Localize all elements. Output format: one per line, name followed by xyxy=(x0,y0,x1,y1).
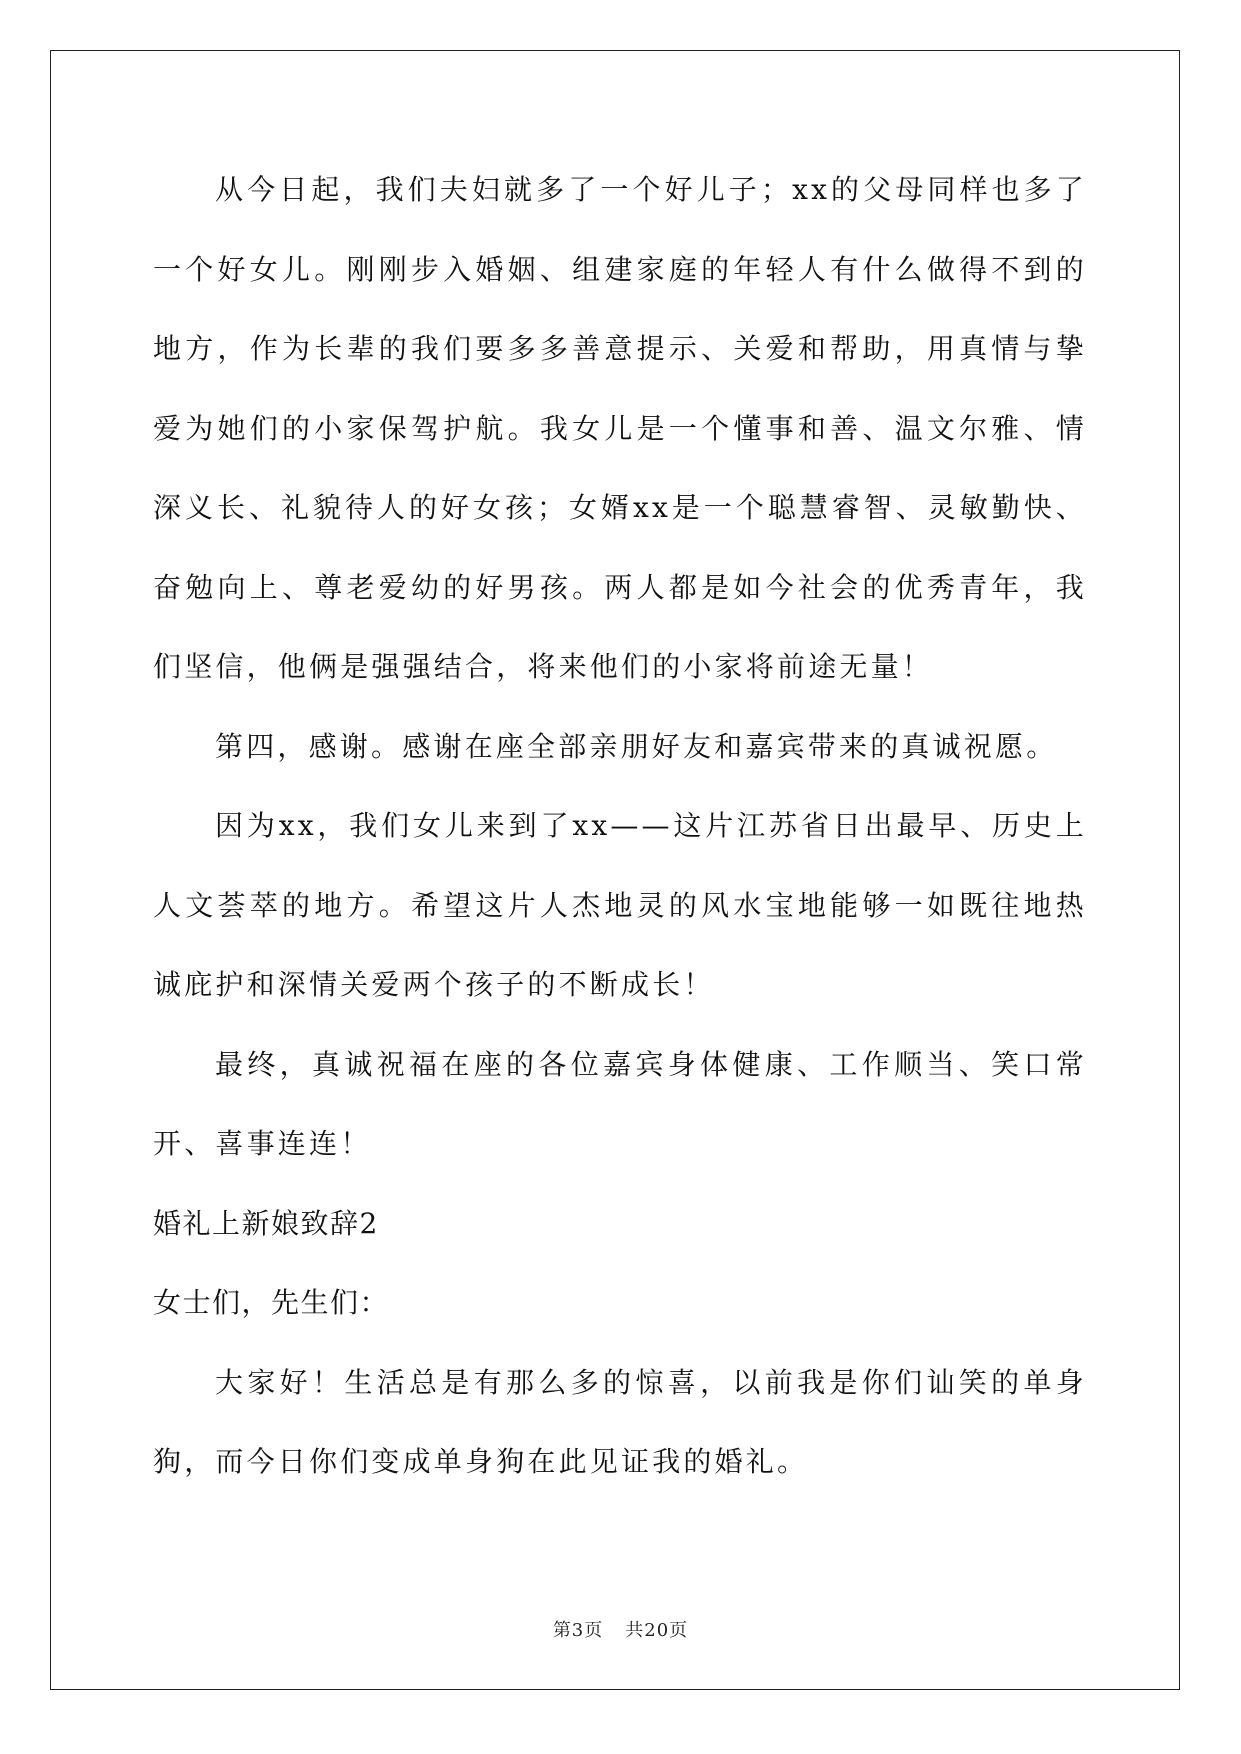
document-body xyxy=(153,150,1087,1502)
page-number: 第3页 xyxy=(552,1620,604,1641)
paragraph-hometown: 因为xx，我们女儿来到了xx——这片江苏省日出最早、历史上人文荟萃的地方。希望这片人杰地灵的风水宝地能够一如既往地热诚庇护和深情关爱两个孩子的不断成长！ xyxy=(153,809,1087,1001)
section-title: 婚礼上新娘致辞2 xyxy=(153,1206,379,1240)
paragraph-bride-opening: 大家好！生活总是有那么多的惊喜，以前我是你们讪笑的单身狗，而今日你们变成单身狗在此见证我的婚礼。 xyxy=(153,1365,1087,1478)
paragraph-blessing: 最终，真诚祝福在座的各位嘉宾身体健康、工作顺当、笑口常开、喜事连连！ xyxy=(153,1047,1087,1160)
paragraph-thanks: 第四，感谢。感谢在座全部亲朋好友和嘉宾带来的真诚祝愿。 xyxy=(215,729,1058,763)
page-total: 共20页 xyxy=(625,1620,689,1641)
page-footer xyxy=(0,1616,1241,1642)
paragraph-family-welcome: 从今日起，我们夫妇就多了一个好儿子；xx的父母同样也多了一个好女儿。刚刚步入婚姻、组建家庭的年轻人有什么做得不到的地方，作为长辈的我们要多多善意提示、关爱和帮助，用真情与挚爱为她们的小家保驾护航。我女儿是一个懂事和善、温文尔雅、情深义长、礼貌待人的好女孩；女婿xx是一个聪慧睿智、灵敏勤快、奋勉向上、尊老爱幼的好男孩。两人都是如今社会的优秀青年，我们坚信，他俩是强强结合，将来他们的小家将前途无量！ xyxy=(153,173,1087,683)
salutation: 女士们，先生们： xyxy=(153,1286,390,1319)
